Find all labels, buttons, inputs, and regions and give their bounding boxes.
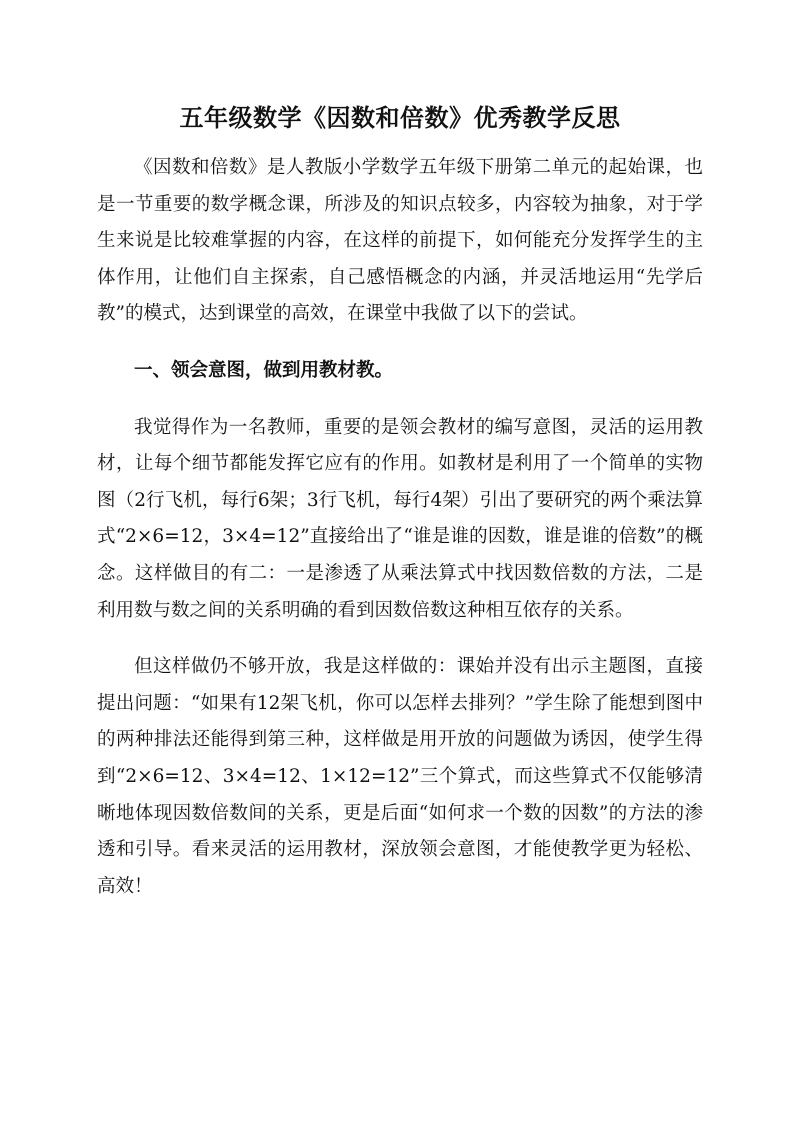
section-heading: 一、领会意图，做到用教材教。 <box>134 359 394 381</box>
body-paragraph: 我觉得作为一名教师，重要的是领会教材的编写意图，灵活的运用教材，让每个细节都能发挥它应有的作用。如教材是利用了一个简单的实物图（2行飞机，每行6架；3行飞机，每行4架）引出了要研究的两个乘法算式“2×6=12，3×4=12”直接给出了“谁是谁的因数，谁是谁的倍数”的概念。这样做目的有二：一是渗透了从乘法算式中找因数倍数的方法，二是利用数与数之间的关系明确的看到因数倍数这种相互依存的关系。 <box>97 416 703 621</box>
intro-paragraph: 《因数和倍数》是人教版小学数学五年级下册第二单元的起始课，也是一节重要的数学概念课，所涉及的知识点较多，内容较为抽象，对于学生来说是比较难掌握的内容，在这样的前提下，如何能充分发挥学生的主体作用，让他们自主探索，自己感悟概念的内涵，并灵活地运用“先学后教”的模式，达到课堂的高效，在课堂中我做了以下的尝试。 <box>97 157 703 325</box>
document-title: 五年级数学《因数和倍数》优秀教学反思 <box>179 104 621 132</box>
body-paragraph: 但这样做仍不够开放，我是这样做的：课始并没有出示主题图，直接提出问题：“如果有12架飞机，你可以怎样去排列？”学生除了能想到图中的两种排法还能得到第三种，这样做是用开放的问题做为诱因，使学生得到“2×6=12、3×4=12、1×12=12”三个算式，而这些算式不仅能够清晰地体现因数倍数间的关系，更是后面“如何求一个数的因数”的方法的渗透和引导。看来灵活的运用教材，深放领会意图，才能使教学更为轻松、高效！ <box>97 656 703 897</box>
document-body <box>97 150 703 905</box>
